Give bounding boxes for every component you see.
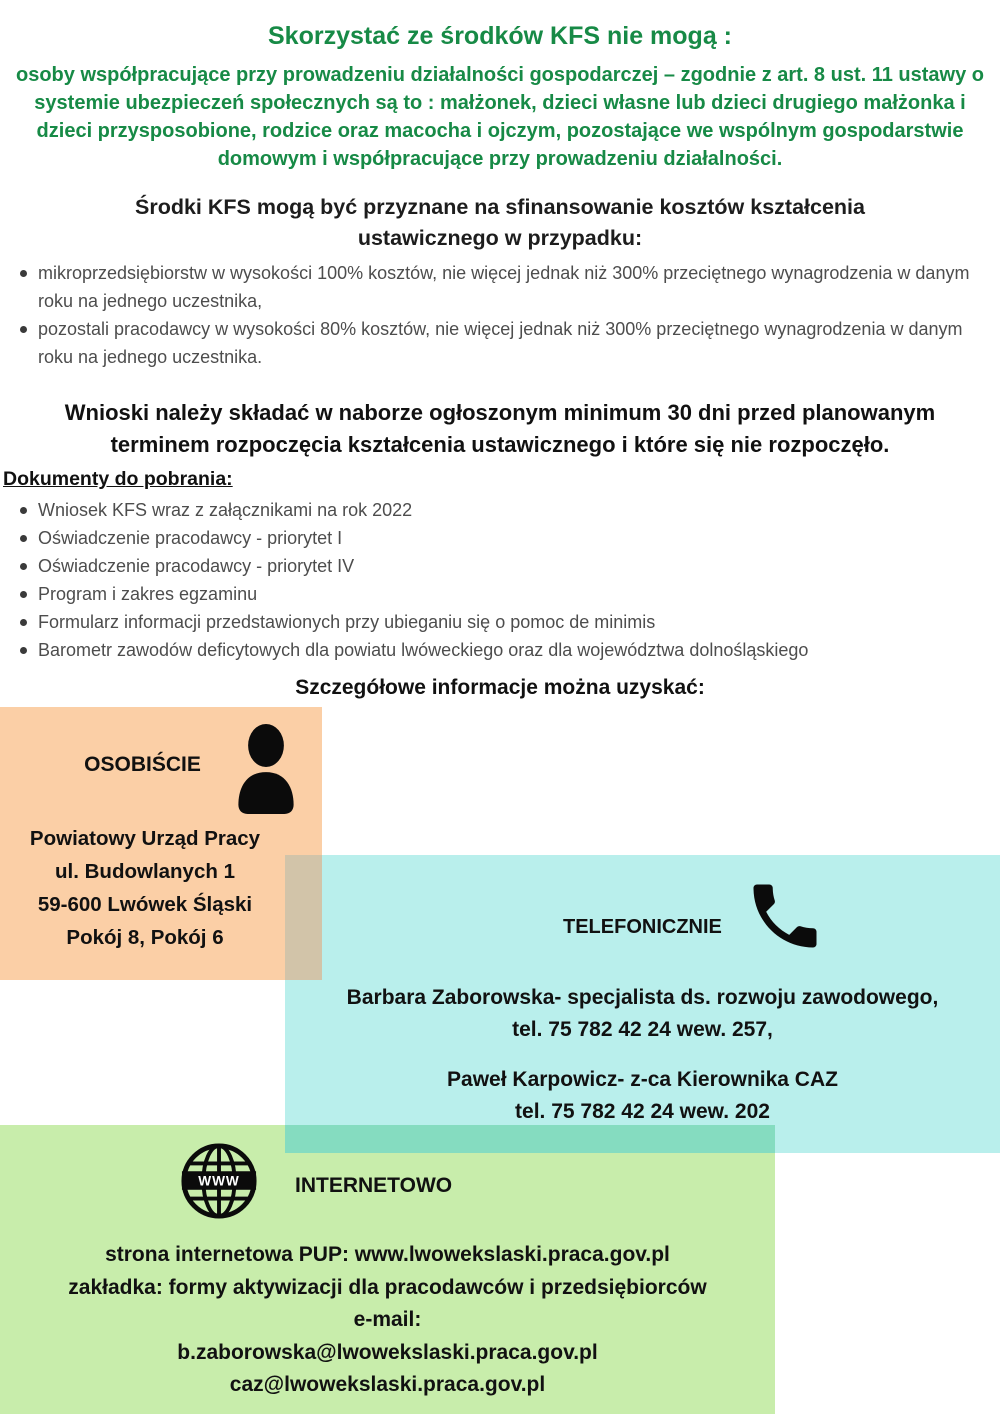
in-person-label: OSOBIŚCIE	[84, 753, 201, 776]
funding-list	[16, 259, 994, 371]
online-line-email-label: e-mail:	[353, 1308, 422, 1331]
address-line: Pokój 8, Pokój 6	[66, 926, 224, 949]
funding-item: pozostali pracodawcy w wysokości 80% kosztów, nie więcej jednak niż 300% przeciętnego wynagrodzenia w danym roku na jednego uczestnika.	[16, 315, 994, 371]
document-item: Oświadczenie pracodawcy - priorytet IV	[16, 552, 994, 580]
phone-label: TELEFONICZNIE	[563, 916, 722, 938]
globe-www-text: WWW	[198, 1173, 240, 1189]
person-icon	[233, 724, 299, 814]
document-item: Barometr zawodów deficytowych dla powiatu lwóweckiego oraz dla województwa dolnośląskiego	[16, 636, 994, 664]
document-item: Formularz informacji przedstawionych przy ubieganiu się o pomoc de minimis	[16, 608, 994, 636]
main-title: Skorzystać ze środków KFS nie mogą :	[267, 22, 732, 50]
box-overlap-peach-cyan	[285, 855, 322, 980]
phone-contact-name: Barbara Zaborowska- specjalista ds. rozwoju zawodowego,	[346, 986, 939, 1009]
funding-section-heading: Środki KFS mogą być przyznane na sfinansowanie kosztów kształcenia ustawicznego w przypadku:	[134, 195, 865, 250]
phone-contacts	[285, 982, 1000, 1128]
document-item: Wniosek KFS wraz z załącznikami na rok 2022	[16, 496, 994, 524]
phone-icon	[743, 874, 827, 958]
phone-contact-name: Paweł Karpowicz- z-ca Kierownika CAZ	[447, 1068, 838, 1091]
phone-contact-number: tel. 75 782 42 24 wew. 257,	[512, 1018, 773, 1041]
phone-contact-number: tel. 75 782 42 24 wew. 202	[515, 1100, 770, 1123]
contact-heading: Szczegółowe informacje można uzyskać:	[295, 676, 705, 699]
online-contact-lines	[0, 1239, 775, 1402]
document-item: Oświadczenie pracodawcy - priorytet I	[16, 524, 994, 552]
intro-paragraph: osoby współpracujące przy prowadzeniu działalności gospodarczej – zgodnie z art. 8 ust. 11 ustawy o systemie ubezpieczeń społecznych są to : małżonek, dzieci własne lub dzieci drugiego małżonka i dzieci przysposobione, rodzice oraz macocha i ojczym, pozostające we wspólnym gospodarstwie domowym i współpracujące przy prowadzeniu działalności.	[15, 64, 985, 170]
online-line-tab: zakładka: formy aktywizacji dla pracodawców i przedsiębiorców	[68, 1275, 707, 1299]
document-item: Program i zakres egzaminu	[16, 580, 994, 608]
online-label: INTERNETOWO	[295, 1174, 453, 1197]
online-line-website: strona internetowa PUP: www.lwowekslaski.praca.gov.pl	[105, 1243, 670, 1266]
address-line: Powiatowy Urząd Pracy	[29, 827, 261, 850]
address-line: 59-600 Lwówek Śląski	[37, 893, 253, 916]
deadline-notice: Wnioski należy składać w naborze ogłoszonym minimum 30 dni przed planowanym terminem rozpoczęcia kształcenia ustawicznego i które się nie rozpoczęło.	[64, 400, 936, 457]
documents-list	[16, 496, 994, 664]
globe-icon	[180, 1142, 258, 1220]
online-line-email1: b.zaborowska@lwowekslaski.praca.gov.pl	[177, 1340, 598, 1364]
box-overlap-green-cyan	[285, 1125, 775, 1153]
funding-item: mikroprzedsiębiorstw w wysokości 100% kosztów, nie więcej jednak niż 300% przeciętnego wynagrodzenia w danym roku na jednego uczestnika,	[16, 259, 994, 315]
online-line-email2: caz@lwowekslaski.praca.gov.pl	[229, 1373, 546, 1396]
address-line: ul. Budowlanych 1	[55, 860, 235, 883]
in-person-address	[0, 822, 290, 954]
documents-heading: Dokumenty do pobrania:	[3, 468, 233, 490]
